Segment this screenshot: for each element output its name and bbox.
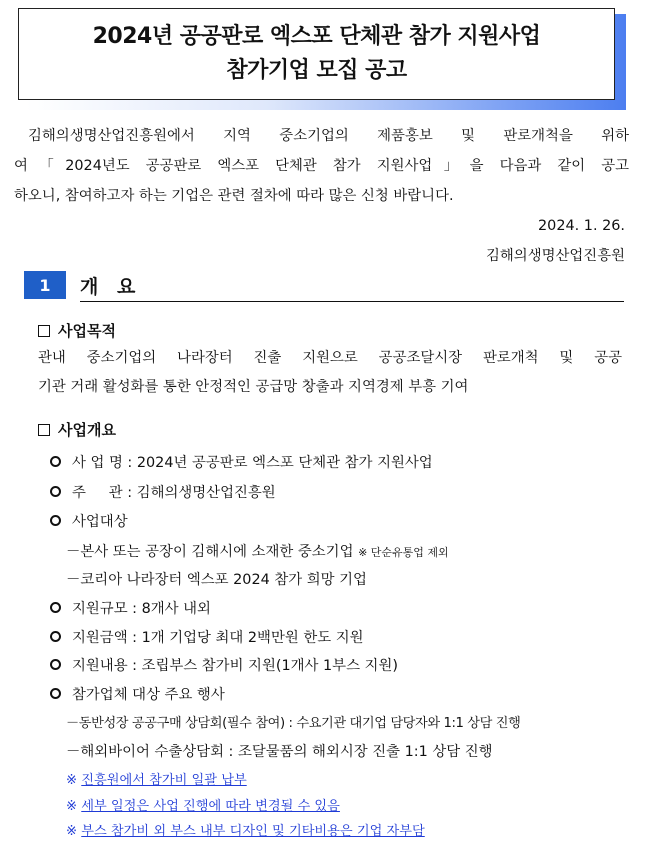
target-item bbox=[66, 540, 449, 561]
section-title: 개 요 bbox=[80, 276, 142, 298]
overview-item-amount bbox=[50, 626, 364, 647]
overview-item-target bbox=[50, 510, 128, 531]
purpose-line: 관내 중소기업의 나라장터 진출 지원으로 공공조달시장 판로개척 및 공공 bbox=[38, 350, 622, 366]
circle-bullet-icon bbox=[50, 602, 61, 613]
intro-paragraph bbox=[14, 121, 629, 271]
circle-bullet-icon bbox=[50, 631, 61, 642]
item-text: 사 업 명 : 2024년 공공판로 엑스포 단체관 참가 지원사업 bbox=[72, 455, 433, 471]
circle-bullet-icon bbox=[50, 486, 61, 497]
note-item bbox=[66, 795, 340, 814]
intro-line: 김해의생명산업진흥원에서 지역 중소기업의 제품홍보 및 판로개척을 위하 bbox=[28, 128, 629, 144]
target-note: ※ 단순유통업 제외 bbox=[358, 546, 449, 559]
intro-line: 하오니, 참여하고자 하는 기업은 관련 절차에 따라 많은 신청 바랍니다. bbox=[14, 188, 454, 204]
square-bullet-icon bbox=[38, 325, 50, 337]
intro-line: 여「2024년도 공공판로 엑스포 단체관 참가 지원사업」을 다음과 같이 공고 bbox=[14, 158, 629, 174]
note-item bbox=[66, 820, 425, 839]
note-text: 부스 참가비 외 부스 내부 디자인 및 기타비용은 기업 자부담 bbox=[81, 824, 425, 839]
section-header bbox=[24, 268, 624, 302]
event-item: －동반성장 공공구매 상담회(필수 참여) : 수요기관 대기업 담당자와 1:1 상담 진행 bbox=[66, 716, 521, 731]
item-text: 지원금액 : 1개 기업당 최대 2백만원 한도 지원 bbox=[72, 630, 364, 646]
item-text: 사업대상 bbox=[72, 514, 128, 530]
square-bullet-icon bbox=[38, 424, 50, 436]
overview-item-events bbox=[50, 683, 225, 704]
announcement-date: 2024. 1. 26. bbox=[538, 218, 625, 234]
section-divider bbox=[80, 301, 624, 302]
note-item bbox=[66, 769, 247, 788]
overview-item-scale bbox=[50, 597, 211, 618]
announcing-organization: 김해의생명산업진흥원 bbox=[485, 248, 625, 264]
purpose-line: 기관 거래 활성화를 통한 안정적인 공급망 창출과 지역경제 부흥 기여 bbox=[38, 379, 469, 395]
title-line-1: 2024년 공공판로 엑스포 단체관 참가 지원사업 bbox=[92, 24, 541, 49]
overview-item-content bbox=[50, 654, 398, 675]
target-item-text: －본사 또는 공장이 김해시에 소재한 중소기업 bbox=[66, 544, 354, 560]
note-mark: ※ bbox=[66, 799, 78, 814]
note-text: 진흥원에서 참가비 일괄 납부 bbox=[81, 773, 247, 788]
item-text: 주 관 : 김해의생명산업진흥원 bbox=[72, 485, 276, 501]
circle-bullet-icon bbox=[50, 515, 61, 526]
purpose-heading bbox=[38, 320, 116, 341]
title-box bbox=[18, 8, 615, 100]
item-text: 지원규모 : 8개사 내외 bbox=[72, 601, 211, 617]
event-item: －해외바이어 수출상담회 : 조달물품의 해외시장 진출 1:1 상담 진행 bbox=[66, 744, 493, 760]
overview-heading bbox=[38, 419, 116, 440]
note-mark: ※ bbox=[66, 773, 78, 788]
overview-heading-label: 사업개요 bbox=[58, 421, 116, 439]
circle-bullet-icon bbox=[50, 659, 61, 670]
overview-item-host bbox=[50, 481, 276, 502]
overview-item-name bbox=[50, 451, 433, 472]
section-number-badge: 1 bbox=[24, 271, 66, 299]
circle-bullet-icon bbox=[50, 456, 61, 467]
purpose-heading-label: 사업목적 bbox=[58, 322, 116, 340]
item-text: 지원내용 : 조립부스 참가비 지원(1개사 1부스 지원) bbox=[72, 658, 398, 674]
note-text: 세부 일정은 사업 진행에 따라 변경될 수 있음 bbox=[81, 799, 340, 814]
title-line-2: 참가기업 모집 공고 bbox=[226, 58, 407, 83]
target-item: －코리아 나라장터 엑스포 2024 참가 희망 기업 bbox=[66, 572, 367, 588]
circle-bullet-icon bbox=[50, 688, 61, 699]
item-text: 참가업체 대상 주요 행사 bbox=[72, 687, 225, 703]
note-mark: ※ bbox=[66, 824, 78, 839]
